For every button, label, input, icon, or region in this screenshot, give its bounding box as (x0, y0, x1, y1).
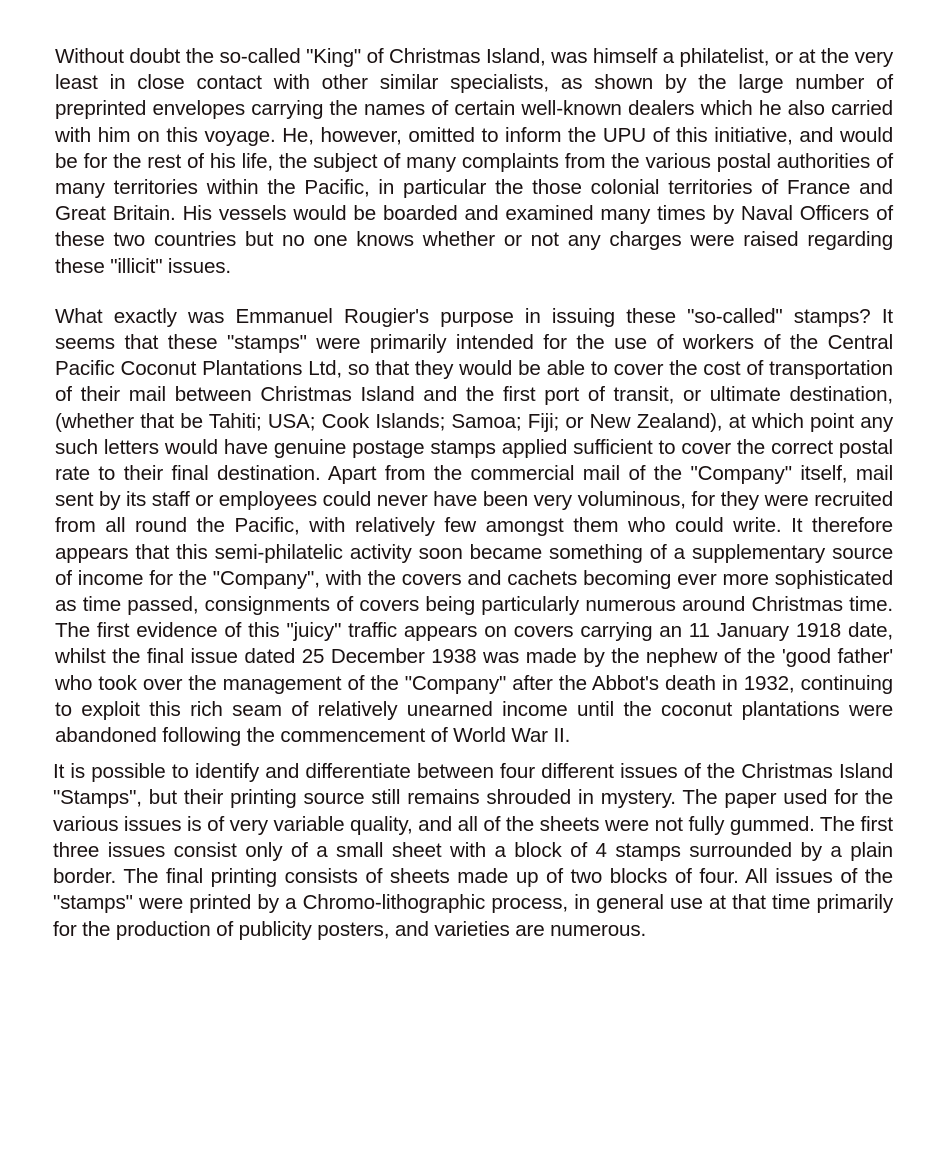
paragraph-rougier-purpose: What exactly was Emmanuel Rougier's purpose in issuing these "so-called" stamps? It seems that these "stamps" were primarily intended for the use of workers of the Central Pacific Coconut Plantations Ltd, so that they would be able to cover the cost of transportation of their mail between Christmas Island and the first port of transit, or ultimate destination, (whether that be Tahiti; USA; Cook Islands; Samoa; Fiji; or New Zealand), at which point any such letters would have genuine postage stamps applied sufficient to cover the correct postal rate to their final destination. Apart from the commercial mail of the "Company" itself, mail sent by its staff or employees could never have been very voluminous, for they were recruited from all round the Pacific, with relatively few amongst them who could write. It therefore appears that this semi-philatelic activity soon became something of a supplementary source of income for the "Company", with the covers and cachets becoming ever more sophisticated as time passed, consignments of covers being particularly numerous around Christmas time. The first evidence of this "juicy" traffic appears on covers carrying an 11 January 1918 date, whilst the final issue dated 25 December 1938 was made by the nephew of the 'good father' who took over the management of the "Company" after the Abbot's death in 1932, continuing to exploit this rich seam of relatively unearned income until the coconut plantations were abandoned following the commencement of World War II. (55, 304, 893, 748)
paragraph-four-issues: It is possible to identify and differentiate between four different issues of the Christmas Island "Stamps", but their printing source still remains shrouded in mystery. The paper used for the various issues is of very variable quality, and all of the sheets were not fully gummed. The first three issues consist only of a small sheet with a block of 4 stamps surrounded by a plain border. The final printing consists of sheets made up of two blocks of four. All issues of the "stamps" were printed by a Chromo-lithographic process, in general use at that time primarily for the production of publicity posters, and varieties are numerous. (53, 760, 893, 941)
paragraph-king-of-christmas-island: Without doubt the so-called "King" of Christmas Island, was himself a philatelist, or at the very least in close contact with other similar specialists, as shown by the large number of preprinted envelopes carrying the names of certain well-known dealers which he also carried with him on this voyage. He, however, omitted to inform the UPU of this initiative, and would be for the rest of his life, the subject of many complaints from the various postal authorities of many territories within the Pacific, in particular the those colonial territories of France and Great Britain. His vessels would be boarded and examined many times by Naval Officers of these two countries but no one knows whether or not any charges were raised regarding these "illicit" issues. (55, 45, 893, 278)
document-page (55, 44, 893, 943)
